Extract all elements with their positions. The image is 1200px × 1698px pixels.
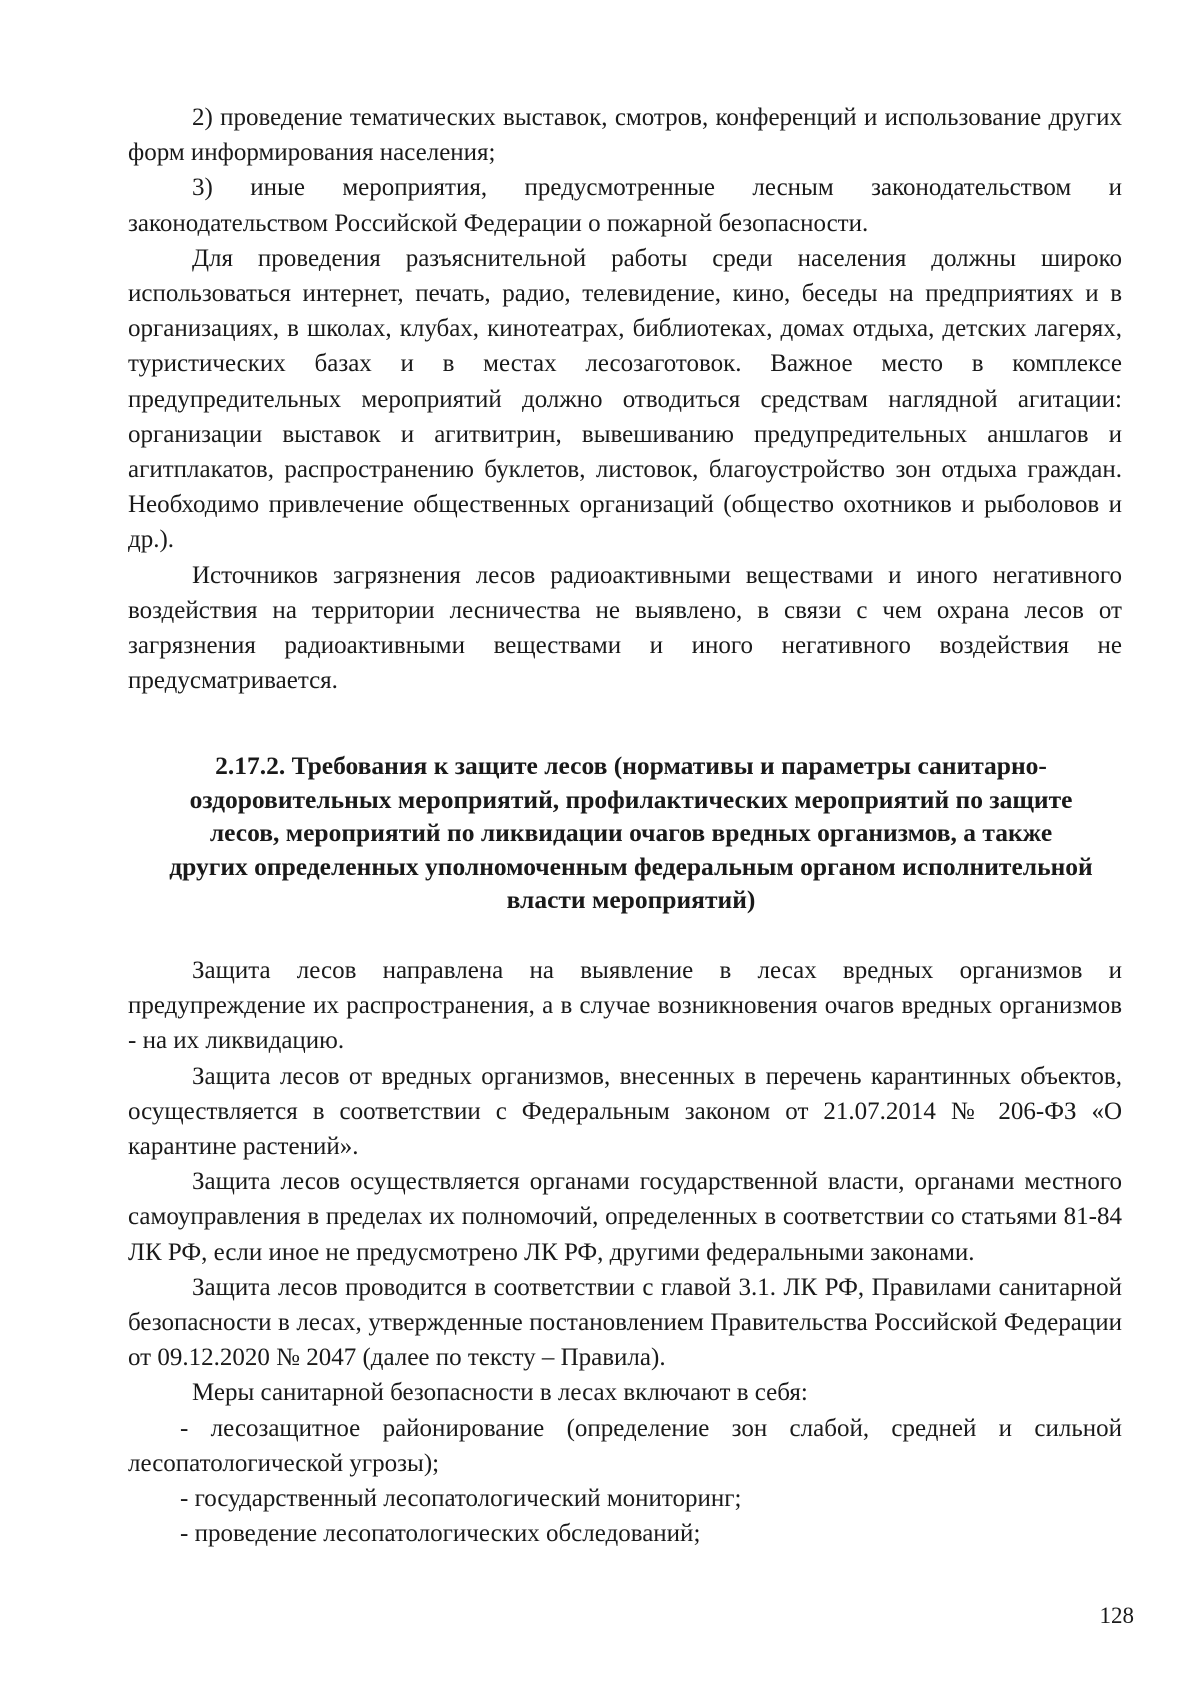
paragraph-measures-intro: Меры санитарной безопасности в лесах включают в себя: bbox=[192, 1379, 808, 1407]
list-item: - государственный лесопатологический мониторинг; bbox=[180, 1485, 742, 1512]
page-number: 128 bbox=[1099, 1603, 1134, 1628]
section-heading: 2.17.2. Требования к защите лесов (нормативы и параметры санитарно-оздоровительных мероприятий, профилактических мероприятий по защите лесов, мероприятий по ликвидации очагов вредных организмов, а также других определенных уполномоченным федеральным органом исполнительной власти мероприятий) bbox=[169, 751, 1093, 915]
paragraph-radioactive-sources: Источников загрязнения лесов радиоактивными веществами и иного негативного воздействия на территории лесничества не выявлено, в связи с чем охрана лесов от загрязнения радиоактивными веществами и иного негативного воздействия не предусматривается. bbox=[128, 561, 1122, 695]
list-item: - лесозащитное районирование (определение зон слабой, средней и сильной лесопатологической угрозы); bbox=[128, 1414, 1122, 1477]
paragraph-item-3: 3) иные мероприятия, предусмотренные лесным законодательством и законодательством Российской Федерации о пожарной безопасности. bbox=[128, 174, 1122, 237]
top-text-block bbox=[128, 100, 1122, 698]
paragraph-authorities: Защита лесов осуществляется органами государственной власти, органами местного самоуправления в пределах их полномочий, определенных в соответствии со статьями 81-84 ЛК РФ, если иное не предусмотрено ЛК РФ, другими федеральными законами. bbox=[128, 1168, 1122, 1266]
paragraph-quarantine: Защита лесов от вредных организмов, внесенных в перечень карантинных объектов, осуществляется в соответствии с Федеральным законом от 21.07.2014 № 206-ФЗ «О карантине растений». bbox=[128, 1062, 1122, 1160]
paragraph-item-2: 2) проведение тематических выставок, смотров, конференций и использование других форм информирования населения; bbox=[128, 104, 1122, 167]
bottom-text-block bbox=[128, 953, 1122, 1551]
paragraph-forest-protection-aim: Защита лесов направлена на выявление в лесах вредных организмов и предупреждение их распространения, а в случае возникновения очагов вредных организмов - на их ликвидацию. bbox=[128, 956, 1122, 1055]
list-item: - проведение лесопатологических обследований; bbox=[180, 1520, 701, 1548]
paragraph-explanatory-work: Для проведения разъяснительной работы среди населения должны широко использоваться интернет, печать, радио, телевидение, кино, беседы на предприятиях и в организациях, в школах, клубах, кинотеатрах, библиотеках, домах отдыха, детских лагерях, туристических базах и в местах лесозаготовок. Важное место в комплексе предупредительных мероприятий должно отводиться средствам наглядной агитации: организации выставок и агитвитрин, вывешиванию предупредительных аншлагов и агитплакатов, распространению буклетов, листовок, благоустройство зон отдыха граждан. Необходимо привлечение общественных организаций (общество охотников и рыболовов и др.). bbox=[128, 244, 1122, 554]
paragraph-rules: Защита лесов проводится в соответствии с главой 3.1. ЛК РФ, Правилами санитарной безопасности в лесах, утвержденные постановлением Правительства Российской Федерации от 09.12.2020 № 2047 (далее по тексту – Правила). bbox=[128, 1273, 1122, 1372]
